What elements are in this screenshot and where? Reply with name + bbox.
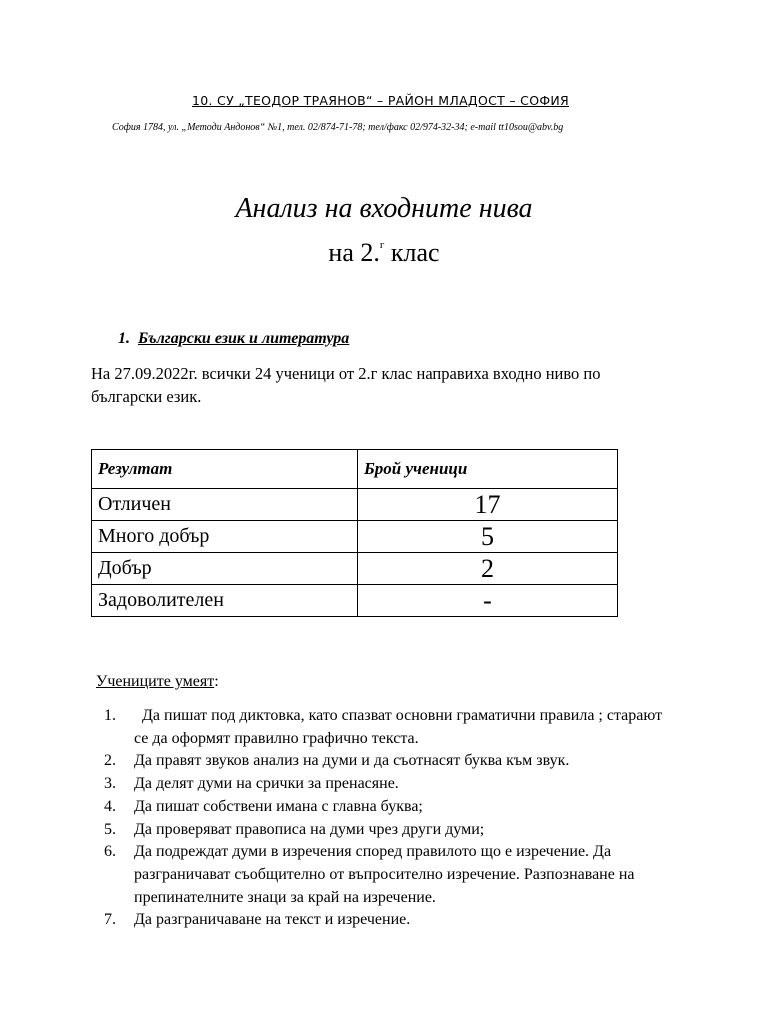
skills-heading-text: Учениците умеят [96,673,215,690]
item-text: Да подреждат думи в изречения според правилото що е изречение. Да разграничават съобщително от въпросително изречение. Разпознаване на препинателните знаци за край на изречение. [134,843,635,906]
item-number: 6. [104,843,116,861]
table-row [92,585,618,617]
cell-result: Много добър [92,521,358,553]
header-result: Резултат [92,450,358,489]
table-header-row [92,450,618,489]
list-item [96,705,676,750]
item-number: 2. [104,752,116,770]
skills-heading-colon: : [214,673,219,690]
item-text: Да пишат собствени имана с главна буква; [134,797,423,815]
cell-result: Задоволителен [92,585,358,617]
cell-count: 17 [358,489,618,521]
list-item [96,909,676,932]
section-title: Български език и литература [138,330,350,347]
list-item [96,773,676,796]
item-text: Да проверяват правописа на думи чрез други думи; [134,820,485,838]
item-number: 3. [104,775,116,793]
subtitle-class-letter: г [379,239,385,251]
table-row [92,489,618,521]
school-name: 10. СУ „ТЕОДОР ТРАЯНОВ“ – РАЙОН МЛАДОСТ – СОФИЯ [192,93,570,108]
intro-paragraph: На 27.09.2022г. всички 24 ученици от 2.г клас направиха входно ниво по български език. [91,364,601,406]
item-text: Да пишат под диктовка, като спазват основни граматични правила ; старают се да оформят правилно графично текста. [134,707,667,747]
item-text: Да правят звуков анализ на думи и да съотнасят буква към звук. [134,752,570,770]
page-title: Анализ на входните нива [235,193,533,224]
table-row [92,521,618,553]
results-table [91,449,618,617]
item-number: 5. [104,820,116,838]
cell-result: Добър [92,553,358,585]
section-number: 1. [118,330,130,347]
subtitle-prefix: на 2. [328,238,380,267]
item-number: 7. [104,911,116,929]
table-row [92,553,618,585]
list-item [96,750,676,773]
item-number: 4. [104,797,116,815]
cell-result: Отличен [92,489,358,521]
skills-heading [96,673,219,691]
list-item [96,819,676,842]
list-item [96,841,676,909]
cell-count: 2 [358,553,618,585]
header-count: Брой ученици [358,450,618,489]
skills-list [96,705,676,932]
section-heading [118,330,349,348]
cell-count: 5 [358,521,618,553]
item-text: Да разграничаване на текст и изречение. [134,911,411,929]
list-item [96,796,676,819]
item-text: Да делят думи на срички за пренасяне. [134,775,399,793]
item-number: 1. [104,707,116,724]
cell-count: - [358,585,618,617]
school-address: София 1784, ул. „Методи Андонов“ №1, тел. 02/874-71-78; тел/факс 02/974-32-34; e-mail tt10sou@abv.bg [112,122,564,133]
page-subtitle [0,238,768,268]
subtitle-suffix: клас [384,238,440,267]
